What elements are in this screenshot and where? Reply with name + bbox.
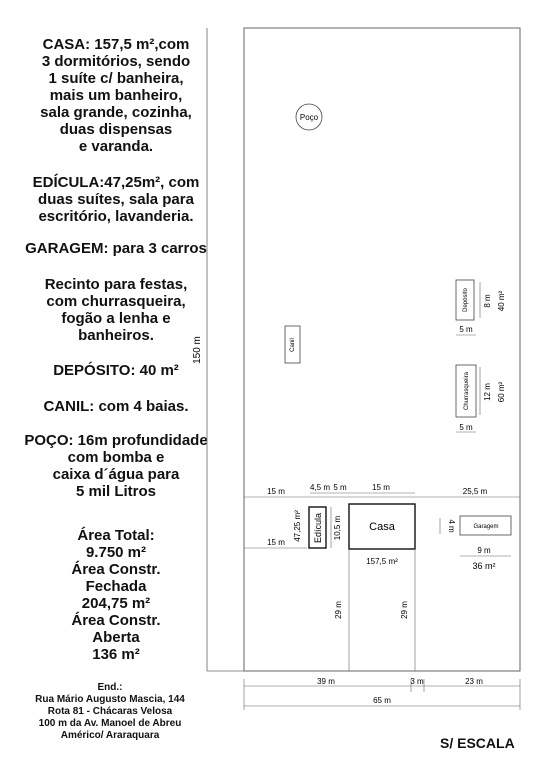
dim-29-left-label: 29 m <box>334 601 343 619</box>
height-dimension-label: 150 m <box>192 336 203 364</box>
dim-15-top-label: 15 m <box>267 487 285 496</box>
dim-3-label: 3 m <box>410 677 424 686</box>
churrasqueira-height-label: 12 m <box>483 383 492 401</box>
garagem-width-label: 9 m <box>477 546 491 555</box>
areas-description: Área Total: 9.750 m² Área Constr. Fechada 204,75 m² Área Constr. Aberta 136 m² <box>71 527 161 663</box>
edicula-label: Edícula <box>313 512 323 544</box>
poco-label: Poço <box>299 113 319 122</box>
poco-description: POÇO: 16m profundidade com bomba e caixa d´água para 5 mil Litros <box>24 432 208 500</box>
edicula-description: EDÍCULA:47,25m², com duas suítes, sala para escritório, lavanderia. <box>32 174 200 225</box>
casa-label: Casa <box>369 521 395 533</box>
dim-15-bottom-label: 15 m <box>267 538 285 547</box>
recinto-description: Recinto para festas, com churrasqueira, fogão a lenha e banheiros. <box>44 276 188 344</box>
dim-15-casa-label: 15 m <box>372 483 390 492</box>
garagem-description: GARAGEM: para 3 carros <box>25 240 207 257</box>
scale-note: S/ ESCALA <box>440 735 515 751</box>
deposito-area-label: 40 m² <box>497 290 506 312</box>
deposito-label: Depósito <box>463 288 469 312</box>
casa-description: CASA: 157,5 m²,com 3 dormitórios, sendo 1 suíte c/ banheira, mais um banheiro, sala grande, cozinha, duas dispensas e varanda. <box>40 36 192 155</box>
garagem-height-label: 4 m <box>447 519 456 533</box>
edicula-height-label: 10,5 m <box>333 515 342 541</box>
canil-label: Canil <box>290 338 296 352</box>
churrasqueira-label: Churrasqueira <box>464 371 470 411</box>
edicula-area-label: 47,25 m² <box>293 510 302 542</box>
dim-25-5-label: 25,5 m <box>462 487 488 496</box>
address: End.: Rua Mário Augusto Mascia, 144 Rota 81 - Chácaras Velosa 100 m da Av. Manoel de Abreu Américo/ Araraquara <box>35 682 185 741</box>
garagem-label: Garagem <box>473 524 499 530</box>
deposito-description: DEPÓSITO: 40 m² <box>53 362 179 379</box>
garagem-area-label: 36 m² <box>472 561 496 571</box>
dim-23-label: 23 m <box>465 677 483 686</box>
churrasqueira-area-label: 60 m² <box>497 381 506 403</box>
dim-4-5-label: 4,5 m <box>309 483 331 492</box>
dim-65-label: 65 m <box>373 696 391 705</box>
dim-39-label: 39 m <box>317 677 335 686</box>
dim-5-label: 5 m <box>333 483 347 492</box>
churrasqueira-width-label: 5 m <box>459 423 473 432</box>
deposito-width-label: 5 m <box>459 325 473 334</box>
deposito-height-label: 8 m <box>483 294 492 308</box>
dim-29-right-label: 29 m <box>400 601 409 619</box>
canil-description: CANIL: com 4 baias. <box>43 398 189 415</box>
casa-area-label: 157,5 m² <box>366 557 398 566</box>
